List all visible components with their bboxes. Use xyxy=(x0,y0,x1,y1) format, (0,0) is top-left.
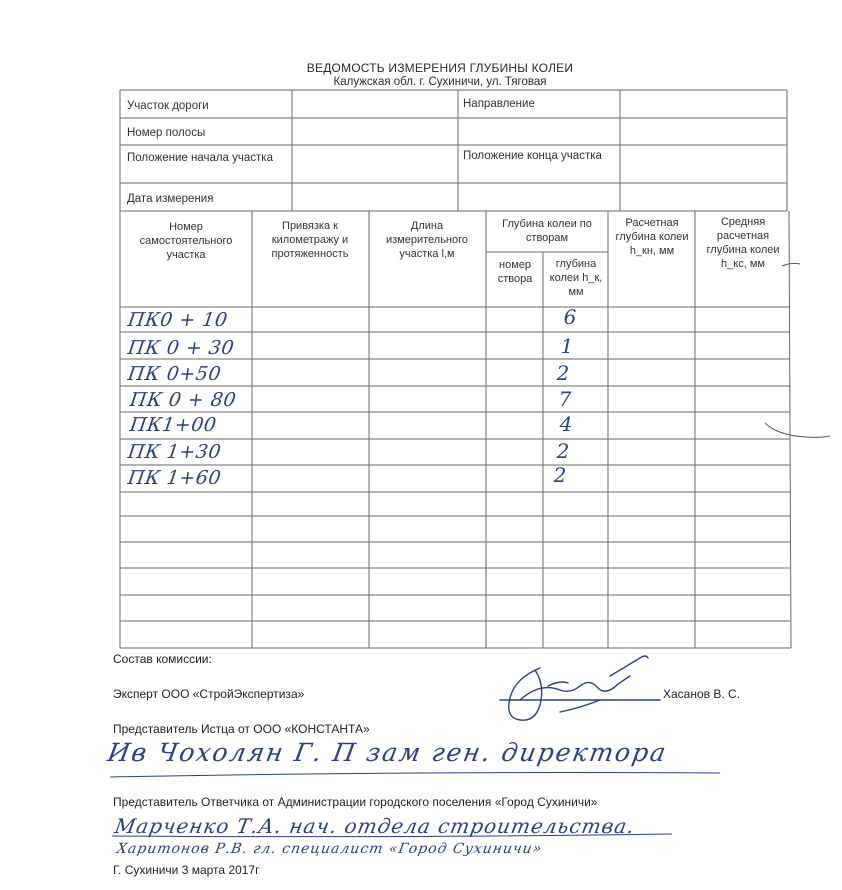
expert-label: Эксперт ООО «СтройЭкспертиза» xyxy=(113,687,305,701)
row-depth: 2 xyxy=(556,361,570,385)
row-depth: 4 xyxy=(559,412,573,436)
header-gauge-number: номер створа xyxy=(497,259,533,285)
row-section: ПК0 + 10 xyxy=(126,309,230,331)
place-date: Г. Сухиничи 3 марта 2017г xyxy=(113,863,260,877)
header-calc-depth: Расчетная глубина колеи h_кн, мм xyxy=(615,217,689,257)
row-depth: 7 xyxy=(558,387,572,411)
row-section: ПК 0 + 30 xyxy=(126,337,236,359)
road-section-label: Участок дороги xyxy=(127,100,209,112)
header-depth: глубина колеи h_к, мм xyxy=(549,258,603,298)
header-section-number: Номер самостоятельного участка xyxy=(139,221,233,261)
row-section: ПК 0+50 xyxy=(126,363,223,385)
row-section: ПК1+00 xyxy=(128,414,219,436)
header-binding: Привязка к километражу и протяженность xyxy=(271,220,349,260)
expert-name: Хасанов В. С. xyxy=(663,687,741,701)
document-title: ВЕДОМОСТЬ ИЗМЕРЕНИЯ ГЛУБИНЫ КОЛЕИ xyxy=(306,61,574,75)
row-depth: 6 xyxy=(563,305,577,329)
measure-date-label: Дата измерения xyxy=(127,193,214,205)
defendant-handwritten-2: Харитонов Р.В. гл. специалист «Город Сухиничи» xyxy=(115,841,544,857)
header-length: Длина измерительного участка l,м xyxy=(385,220,469,260)
header-avg-depth: Средняя расчетная глубина колеи h_кс, мм xyxy=(706,216,780,270)
row-depth: 1 xyxy=(560,334,574,358)
row-depth: 2 xyxy=(553,463,567,487)
direction-label: Направление xyxy=(463,98,535,110)
commission-heading: Состав комиссии: xyxy=(113,652,212,666)
defendant-handwritten-1: Марченко Т.А. нач. отдела строительства. xyxy=(112,814,637,838)
row-section: ПК 0 + 80 xyxy=(128,389,238,411)
start-position-label: Положение начала участка xyxy=(127,152,273,164)
row-section: ПК 1+30 xyxy=(126,441,223,463)
defendant-label: Представитель Ответчика от Администрации городского поселения «Город Сухиничи» xyxy=(113,795,598,809)
document-subtitle: Калужская обл. г. Сухиничи, ул. Тяговая xyxy=(333,76,547,88)
row-section: ПК 1+60 xyxy=(126,467,223,489)
end-position-label: Положение конца участка xyxy=(463,150,602,162)
plaintiff-label: Представитель Истца от ООО «КОНСТАНТА» xyxy=(113,722,370,736)
row-depth: 2 xyxy=(556,439,570,463)
plaintiff-handwritten: Ив Чохолян Г. П зам ген. директора xyxy=(105,738,670,767)
lane-number-label: Номер полосы xyxy=(127,127,206,139)
header-depth-group: Глубина колеи по створам xyxy=(502,218,592,244)
